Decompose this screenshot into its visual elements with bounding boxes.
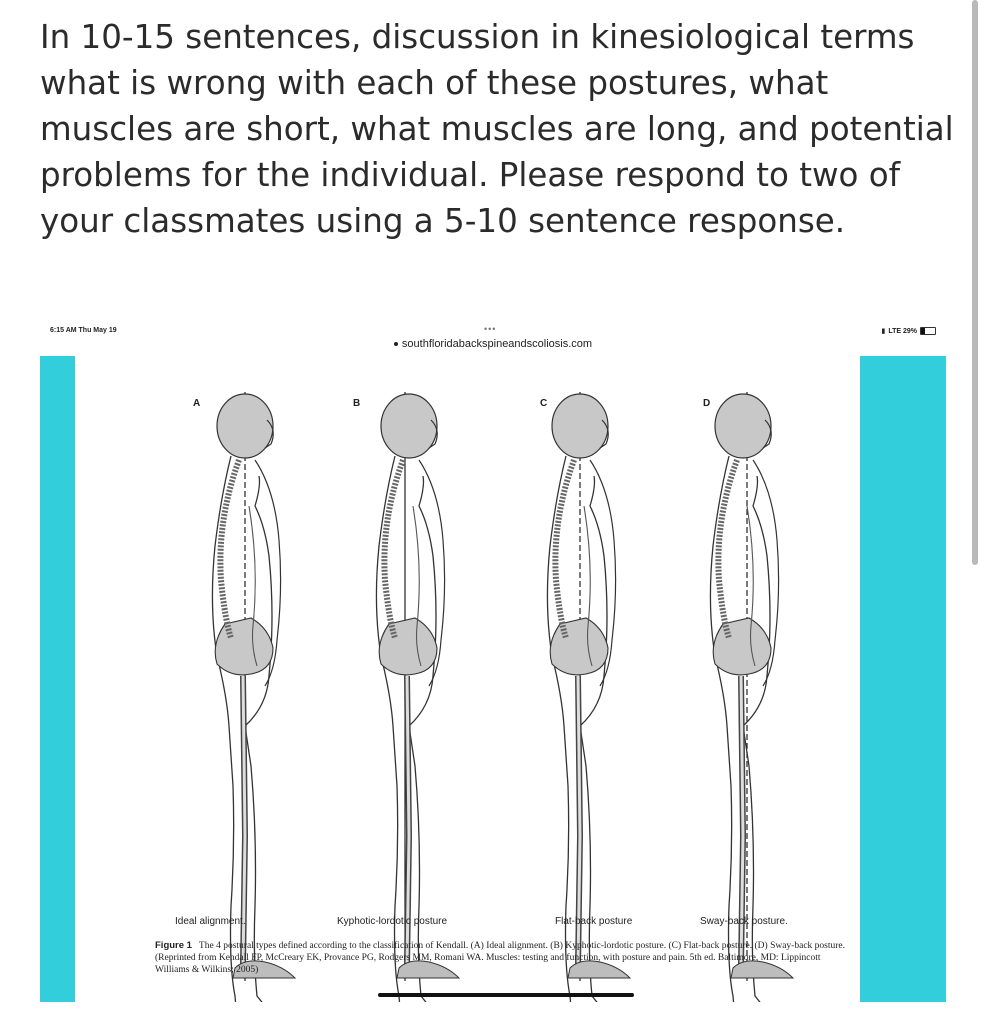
left-accent-bar xyxy=(40,356,75,1002)
battery-icon xyxy=(920,327,936,335)
status-network: LTE 29% xyxy=(888,327,917,335)
panel-c-letter: C xyxy=(540,398,548,409)
status-time: 6:15 AM Thu May 19 xyxy=(50,327,117,334)
status-right xyxy=(881,327,936,335)
panel-a-figure xyxy=(212,392,295,1002)
panel-b-label: Kyphotic-lordotic posture xyxy=(337,916,448,927)
question-text: In 10-15 sentences, discussion in kinesiological terms what is wrong with each of these postures, what muscles are short, what muscles are long, and potential problems for the individual. Please respond to two of your classmates using a 5-10 sentence response. xyxy=(40,18,954,240)
embedded-screenshot xyxy=(40,318,946,1002)
tab-dots[interactable]: ••• xyxy=(484,324,497,334)
caption-title: Figure 1 xyxy=(155,940,192,951)
panel-a-letter: A xyxy=(193,398,201,409)
figure-caption xyxy=(155,940,855,976)
panel-d-label: Sway-back posture. xyxy=(700,916,788,927)
page-scrollbar[interactable] xyxy=(972,0,978,565)
posture-figure xyxy=(75,356,860,1002)
home-indicator[interactable] xyxy=(378,993,634,997)
panel-d-figure xyxy=(710,392,793,1002)
lock-icon xyxy=(394,342,398,346)
right-accent-bar xyxy=(860,356,946,1002)
caption-text: The 4 postural types defined according to the classification of Kendall. (A) Ideal alignment. (B) Kyphotic-lordotic posture. (C) Flat-back posture. (D) Sway-back posture. (Reprinted from Kendall FP, McCreary EK, Provance PG, Rodgers MM, Romani WA. Muscles: testing and function, with posture and pain. 5th ed. Baltimore, MD: Lippincott Williams & Wilkins; 2005) xyxy=(155,941,845,975)
panel-a-label: Ideal alignment. xyxy=(175,916,246,927)
url-text: southfloridabackspineandscoliosis.com xyxy=(401,338,593,350)
panel-d-letter: D xyxy=(703,398,711,409)
panel-b-letter: B xyxy=(353,398,361,409)
panel-b-figure xyxy=(376,392,459,1002)
panel-c-label: Flat-back posture xyxy=(555,916,633,927)
posture-illustration xyxy=(75,356,860,1002)
panel-c-figure xyxy=(547,392,630,1002)
battery-fill xyxy=(921,328,925,334)
signal-icon: ▮ xyxy=(881,328,886,335)
url-bar[interactable] xyxy=(40,338,946,350)
